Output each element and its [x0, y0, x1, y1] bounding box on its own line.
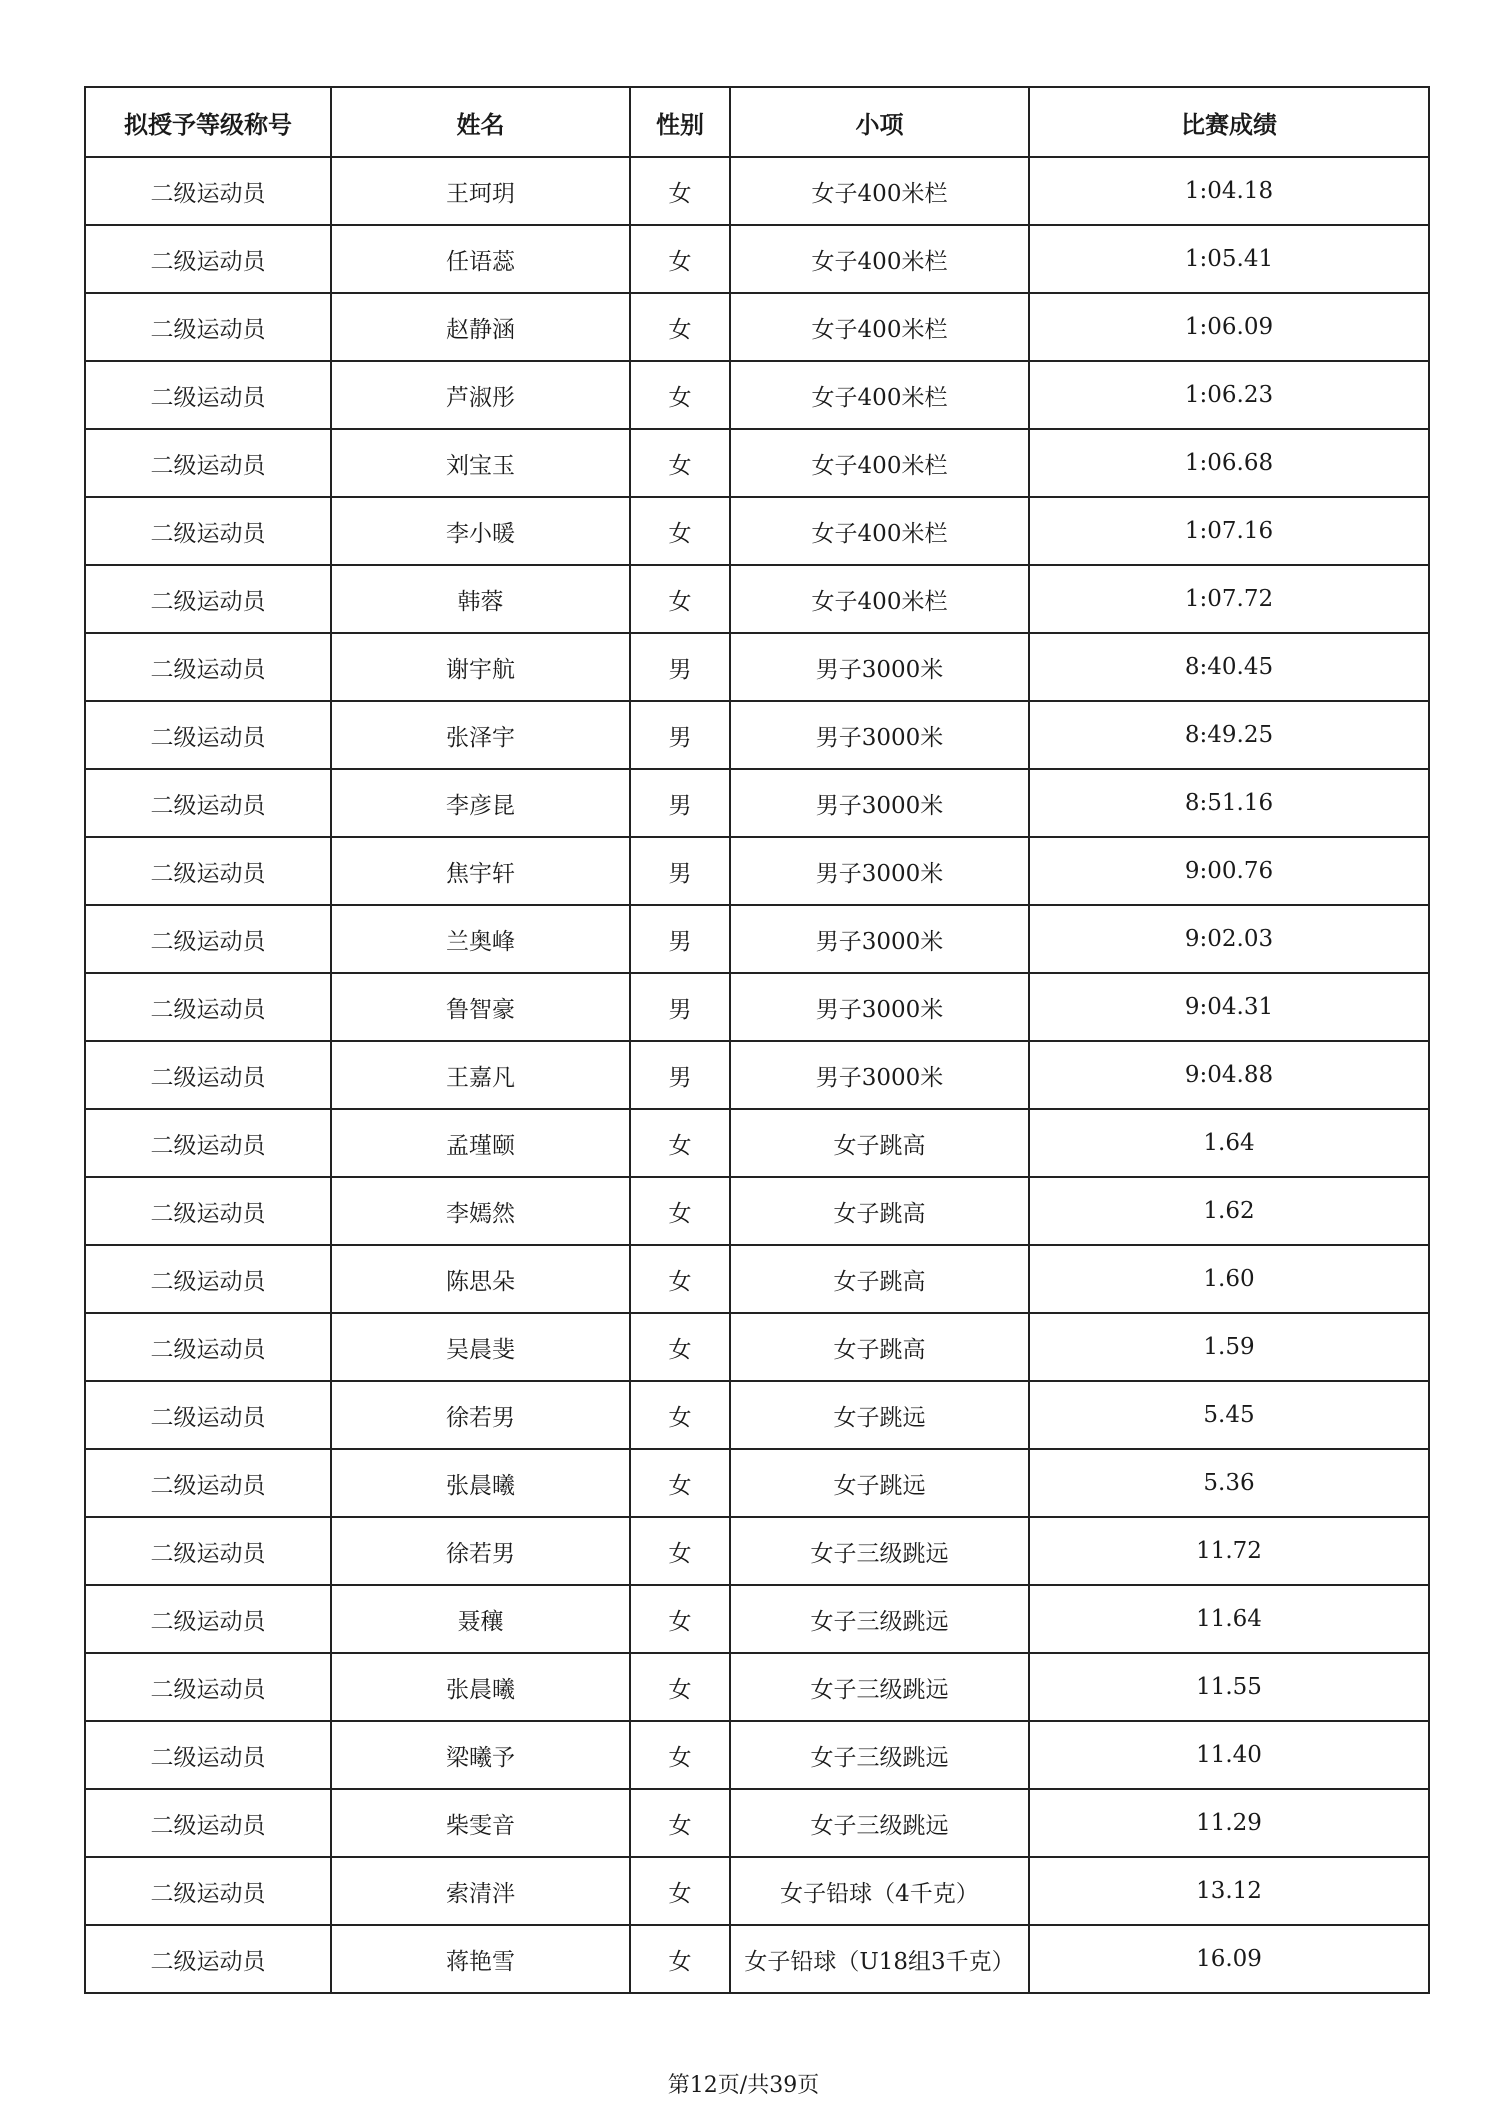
cell-score: 5.36 — [1029, 1449, 1429, 1517]
cell-score: 1.64 — [1029, 1109, 1429, 1177]
cell-score: 1:06.23 — [1029, 361, 1429, 429]
cell-sex: 女 — [630, 1857, 730, 1925]
cell-event: 女子跳远 — [730, 1381, 1029, 1449]
cell-name: 徐若男 — [331, 1381, 630, 1449]
cell-name: 焦宇轩 — [331, 837, 630, 905]
cell-level: 二级运动员 — [85, 1245, 331, 1313]
cell-event: 女子400米栏 — [730, 497, 1029, 565]
table-row — [85, 1313, 1429, 1381]
cell-name: 孟瑾颐 — [331, 1109, 630, 1177]
cell-event: 女子跳高 — [730, 1313, 1029, 1381]
table-row — [85, 565, 1429, 633]
cell-event: 女子三级跳远 — [730, 1653, 1029, 1721]
cell-sex: 女 — [630, 1109, 730, 1177]
cell-name: 聂穰 — [331, 1585, 630, 1653]
cell-level: 二级运动员 — [85, 429, 331, 497]
table-row — [85, 1245, 1429, 1313]
table-row — [85, 633, 1429, 701]
cell-sex: 男 — [630, 973, 730, 1041]
table-row — [85, 1857, 1429, 1925]
cell-level: 二级运动员 — [85, 1857, 331, 1925]
cell-event: 女子铅球（U18组3千克） — [730, 1925, 1029, 1993]
cell-name: 徐若男 — [331, 1517, 630, 1585]
cell-level: 二级运动员 — [85, 633, 331, 701]
cell-name: 蒋艳雪 — [331, 1925, 630, 1993]
cell-name: 王嘉凡 — [331, 1041, 630, 1109]
cell-score: 16.09 — [1029, 1925, 1429, 1993]
cell-sex: 男 — [630, 633, 730, 701]
table-row — [85, 429, 1429, 497]
cell-event: 女子400米栏 — [730, 293, 1029, 361]
table-row — [85, 1925, 1429, 1993]
cell-name: 柴雯音 — [331, 1789, 630, 1857]
table-row — [85, 1653, 1429, 1721]
cell-name: 张泽宇 — [331, 701, 630, 769]
cell-name: 韩蓉 — [331, 565, 630, 633]
cell-level: 二级运动员 — [85, 497, 331, 565]
cell-event: 女子三级跳远 — [730, 1721, 1029, 1789]
header-sex: 性别 — [630, 87, 730, 157]
cell-event: 女子铅球（4千克） — [730, 1857, 1029, 1925]
cell-level: 二级运动员 — [85, 1313, 331, 1381]
cell-score: 8:49.25 — [1029, 701, 1429, 769]
athlete-grade-table — [84, 86, 1430, 1994]
cell-score: 11.40 — [1029, 1721, 1429, 1789]
cell-score: 1.60 — [1029, 1245, 1429, 1313]
table-header-row — [85, 87, 1429, 157]
cell-event: 女子400米栏 — [730, 429, 1029, 497]
cell-event: 女子跳远 — [730, 1449, 1029, 1517]
cell-name: 张晨曦 — [331, 1449, 630, 1517]
cell-level: 二级运动员 — [85, 1109, 331, 1177]
cell-sex: 女 — [630, 1449, 730, 1517]
cell-sex: 男 — [630, 1041, 730, 1109]
cell-event: 女子三级跳远 — [730, 1517, 1029, 1585]
cell-name: 索清泮 — [331, 1857, 630, 1925]
cell-name: 王珂玥 — [331, 157, 630, 225]
header-score: 比赛成绩 — [1029, 87, 1429, 157]
cell-level: 二级运动员 — [85, 905, 331, 973]
cell-score: 1:06.68 — [1029, 429, 1429, 497]
cell-sex: 女 — [630, 1245, 730, 1313]
cell-event: 女子400米栏 — [730, 225, 1029, 293]
cell-name: 鲁智豪 — [331, 973, 630, 1041]
table-row — [85, 701, 1429, 769]
cell-sex: 女 — [630, 1721, 730, 1789]
cell-level: 二级运动员 — [85, 769, 331, 837]
cell-event: 男子3000米 — [730, 973, 1029, 1041]
cell-score: 8:40.45 — [1029, 633, 1429, 701]
cell-sex: 女 — [630, 1381, 730, 1449]
cell-level: 二级运动员 — [85, 1925, 331, 1993]
cell-sex: 女 — [630, 497, 730, 565]
cell-name: 兰奥峰 — [331, 905, 630, 973]
table-row — [85, 973, 1429, 1041]
cell-score: 1:06.09 — [1029, 293, 1429, 361]
header-level: 拟授予等级称号 — [85, 87, 331, 157]
cell-level: 二级运动员 — [85, 1653, 331, 1721]
cell-score: 9:00.76 — [1029, 837, 1429, 905]
cell-level: 二级运动员 — [85, 225, 331, 293]
cell-event: 男子3000米 — [730, 769, 1029, 837]
cell-score: 1:07.16 — [1029, 497, 1429, 565]
cell-name: 李嫣然 — [331, 1177, 630, 1245]
cell-sex: 男 — [630, 769, 730, 837]
cell-sex: 女 — [630, 1313, 730, 1381]
cell-name: 张晨曦 — [331, 1653, 630, 1721]
cell-name: 陈思朵 — [331, 1245, 630, 1313]
cell-sex: 女 — [630, 157, 730, 225]
cell-level: 二级运动员 — [85, 837, 331, 905]
table-row — [85, 1721, 1429, 1789]
cell-score: 5.45 — [1029, 1381, 1429, 1449]
cell-score: 1:07.72 — [1029, 565, 1429, 633]
cell-level: 二级运动员 — [85, 1585, 331, 1653]
cell-event: 女子跳高 — [730, 1109, 1029, 1177]
cell-event: 女子三级跳远 — [730, 1585, 1029, 1653]
table-row — [85, 837, 1429, 905]
cell-name: 任语蕊 — [331, 225, 630, 293]
cell-level: 二级运动员 — [85, 293, 331, 361]
cell-level: 二级运动员 — [85, 1177, 331, 1245]
cell-event: 女子400米栏 — [730, 157, 1029, 225]
cell-score: 9:04.31 — [1029, 973, 1429, 1041]
cell-level: 二级运动员 — [85, 1721, 331, 1789]
cell-score: 11.64 — [1029, 1585, 1429, 1653]
cell-event: 女子400米栏 — [730, 565, 1029, 633]
cell-name: 谢宇航 — [331, 633, 630, 701]
table-row — [85, 1517, 1429, 1585]
cell-event: 女子三级跳远 — [730, 1789, 1029, 1857]
cell-event: 男子3000米 — [730, 837, 1029, 905]
cell-sex: 女 — [630, 1925, 730, 1993]
cell-level: 二级运动员 — [85, 1381, 331, 1449]
cell-score: 1.62 — [1029, 1177, 1429, 1245]
cell-name: 李彦昆 — [331, 769, 630, 837]
cell-name: 赵静涵 — [331, 293, 630, 361]
cell-sex: 女 — [630, 1585, 730, 1653]
cell-name: 梁曦予 — [331, 1721, 630, 1789]
table-row — [85, 1041, 1429, 1109]
cell-score: 11.29 — [1029, 1789, 1429, 1857]
cell-event: 女子跳高 — [730, 1245, 1029, 1313]
header-name: 姓名 — [331, 87, 630, 157]
cell-sex: 女 — [630, 565, 730, 633]
page-number: 第12页/共39页 — [667, 2073, 820, 2098]
table-row — [85, 1789, 1429, 1857]
cell-score: 13.12 — [1029, 1857, 1429, 1925]
cell-score: 1.59 — [1029, 1313, 1429, 1381]
table-row — [85, 1585, 1429, 1653]
table-row — [85, 497, 1429, 565]
cell-level: 二级运动员 — [85, 973, 331, 1041]
cell-level: 二级运动员 — [85, 361, 331, 429]
cell-level: 二级运动员 — [85, 157, 331, 225]
cell-sex: 女 — [630, 1517, 730, 1585]
header-event: 小项 — [730, 87, 1029, 157]
table-row — [85, 293, 1429, 361]
cell-score: 8:51.16 — [1029, 769, 1429, 837]
cell-level: 二级运动员 — [85, 1789, 331, 1857]
cell-event: 男子3000米 — [730, 633, 1029, 701]
cell-score: 1:05.41 — [1029, 225, 1429, 293]
cell-level: 二级运动员 — [85, 1517, 331, 1585]
cell-sex: 女 — [630, 1653, 730, 1721]
cell-event: 男子3000米 — [730, 701, 1029, 769]
cell-score: 11.55 — [1029, 1653, 1429, 1721]
cell-name: 芦淑彤 — [331, 361, 630, 429]
cell-level: 二级运动员 — [85, 1041, 331, 1109]
table-body — [85, 157, 1429, 1993]
cell-score: 9:02.03 — [1029, 905, 1429, 973]
table-row — [85, 1109, 1429, 1177]
table-row — [85, 769, 1429, 837]
cell-score: 11.72 — [1029, 1517, 1429, 1585]
cell-sex: 女 — [630, 1177, 730, 1245]
cell-score: 1:04.18 — [1029, 157, 1429, 225]
cell-event: 女子400米栏 — [730, 361, 1029, 429]
cell-event: 男子3000米 — [730, 1041, 1029, 1109]
cell-name: 刘宝玉 — [331, 429, 630, 497]
cell-sex: 女 — [630, 361, 730, 429]
cell-sex: 男 — [630, 701, 730, 769]
table-row — [85, 1449, 1429, 1517]
table-row — [85, 905, 1429, 973]
cell-name: 吴晨斐 — [331, 1313, 630, 1381]
table-row — [85, 1177, 1429, 1245]
cell-level: 二级运动员 — [85, 565, 331, 633]
table-row — [85, 1381, 1429, 1449]
cell-name: 李小暖 — [331, 497, 630, 565]
cell-event: 女子跳高 — [730, 1177, 1029, 1245]
cell-level: 二级运动员 — [85, 1449, 331, 1517]
cell-event: 男子3000米 — [730, 905, 1029, 973]
cell-score: 9:04.88 — [1029, 1041, 1429, 1109]
cell-sex: 女 — [630, 293, 730, 361]
cell-sex: 女 — [630, 225, 730, 293]
table-row — [85, 361, 1429, 429]
cell-sex: 女 — [630, 1789, 730, 1857]
table-row — [85, 157, 1429, 225]
table-row — [85, 225, 1429, 293]
cell-level: 二级运动员 — [85, 701, 331, 769]
cell-sex: 女 — [630, 429, 730, 497]
cell-sex: 男 — [630, 837, 730, 905]
cell-sex: 男 — [630, 905, 730, 973]
